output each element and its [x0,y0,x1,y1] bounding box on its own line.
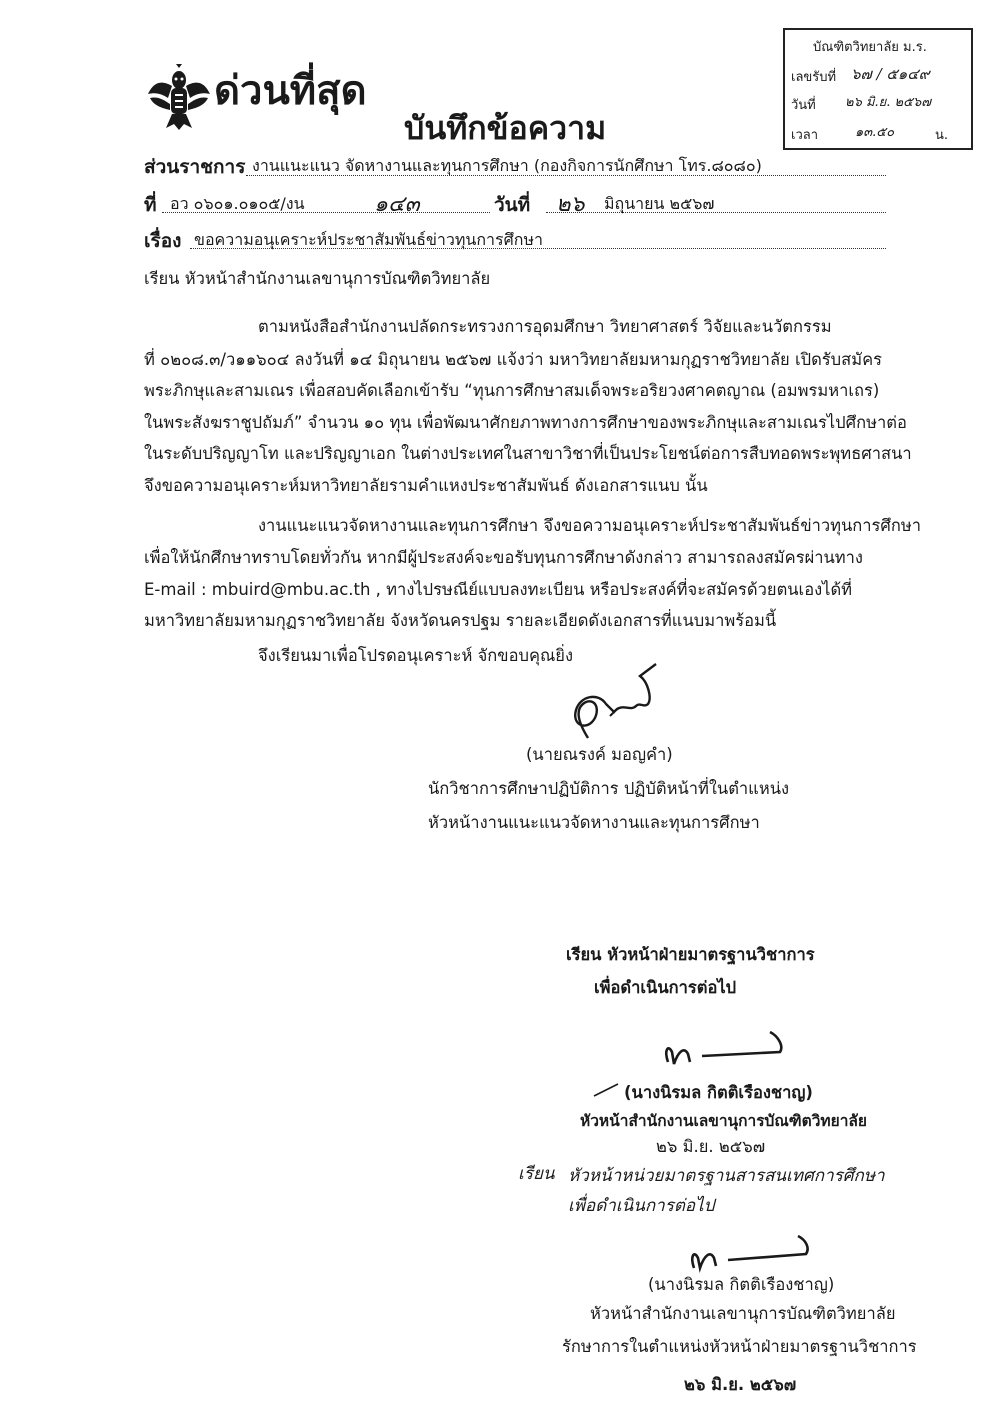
garuda-emblem-icon [148,64,210,130]
endorse2-salute: เรียน [518,1164,555,1184]
urgency-stamp: ด่วนที่สุด [214,67,367,114]
body-p2-line: เพื่อให้นักศึกษาทราบโดยทั่วกัน หากมีผู้ประสงค์จะขอรับทุนการศึกษาดังกล่าว สามารถลงสมัครผ่านทาง [144,548,863,567]
dept-value: งานแนะแนว จัดหางานและทุนการศึกษา (กองกิจการนักศึกษา โทร.๘๐๘๐) [252,156,762,175]
body-p1-line: ที่ ๐๒๐๘.๓/ว๑๑๖๐๔ ลงวันที่ ๑๔ มิถุนายน ๒๕๖๗ แจ้งว่า มหาวิทยาลัยมหามกุฏราชวิทยาลัย เปิดรับสมัคร [144,350,882,369]
stamp-date-value: ๒๖ มิ.ย. ๒๕๖๗ [845,95,931,110]
subject-value: ขอความอนุเคราะห์ประชาสัมพันธ์ข่าวทุนการศึกษา [194,230,543,249]
stamp-org: บัณฑิตวิทยาลัย ม.ร. [813,40,927,55]
stamp-time-value: ๑๓.๕๐ [855,125,895,140]
body-p1-line: จึงขอความอนุเคราะห์มหาวิทยาลัยรามคำแหงประชาสัมพันธ์ ดังเอกสารแนบ นั้น [144,476,708,495]
date-dotline [546,212,886,213]
stamp-receive-label: เลขรับที่ [791,70,837,85]
pen-stroke-mark [592,1082,622,1098]
stamp-date-label: วันที่ [791,98,816,113]
endorse2-date: ๒๖ มิ.ย. ๒๕๖๗ [684,1375,797,1394]
closing-line: จึงเรียนมาเพื่อโปรดอนุเคราะห์ จักขอบคุณยิ่ง [258,646,574,665]
page-title: บันทึกข้อความ [404,109,607,147]
subject-label: เรื่อง [144,230,182,252]
stamp-receive-no: ๖๗ / ๕๑๔๙ [851,65,930,83]
signer1-position-2: หัวหน้างานแนะแนวจัดหางานและทุนการศึกษา [428,813,760,832]
endorse2-position-1: หัวหน้าสำนักงานเลขานุการบัณฑิตวิทยาลัย [590,1304,896,1323]
receiving-stamp [783,28,973,150]
signature-2-icon [650,1022,790,1072]
signature-1-icon [548,662,668,744]
body-p2-line: งานแนะแนวจัดหางานและทุนการศึกษา จึงขอความอนุเคราะห์ประชาสัมพันธ์ข่าวทุนการศึกษา [258,516,922,535]
dept-label: ส่วนราชการ [144,156,246,178]
salutation: เรียน หัวหน้าสำนักงานเลขานุการบัณฑิตวิทยาลัย [144,269,491,288]
stamp-time-unit: น. [935,128,949,143]
body-p1-line: ตามหนังสือสำนักงานปลัดกระทรวงการอุดมศึกษา วิทยาศาสตร์ วิจัยและนวัตกรรม [258,317,832,336]
ref-value: อว ๐๖๐๑.๐๑๐๕/งน [170,194,305,213]
endorse2-line-2: เพื่อดำเนินการต่อไป [568,1196,715,1216]
endorse1-position: หัวหน้าสำนักงานเลขานุการบัณฑิตวิทยาลัย [580,1112,867,1130]
signer1-name: (นายณรงค์ มอญคำ) [526,745,673,764]
ref-number: ๑๔๓ [374,192,420,217]
endorse1-name: (นางนิรมล กิตติเรืองชาญ) [624,1083,813,1102]
date-month-year: มิถุนายน ๒๕๖๗ [604,194,715,213]
endorse2-position-2: รักษาการในตำแหน่งหัวหน้าฝ่ายมาตรฐานวิชาการ [562,1337,917,1356]
endorse2-line-1: หัวหน้าหน่วยมาตรฐานสารสนเทศการศึกษา [568,1166,885,1186]
endorse1-line-2: เพื่อดำเนินการต่อไป [594,978,737,997]
body-p1-line: ในพระสังฆราชูปถัมภ์” จำนวน ๑๐ ทุน เพื่อพัฒนาศักยภาพทางการศึกษาของพระภิกษุและสามเณรไปศึกษาต่อ [144,413,907,432]
date-label: วันที่ [494,194,531,216]
signature-3-icon [680,1230,820,1276]
body-p2-line: E-mail : mbuird@mbu.ac.th , ทางไปรษณีย์แบบลงทะเบียน หรือประสงค์ที่จะสมัครด้วยตนเองได้ที่ [144,580,853,599]
body-p2-line: มหาวิทยาลัยมหามกุฏราชวิทยาลัย จังหวัดนครปฐม รายละเอียดดังเอกสารที่แนบมาพร้อมนี้ [144,611,777,630]
endorse1-date: ๒๖ มิ.ย. ๒๕๖๗ [656,1137,766,1156]
ref-label: ที่ [144,194,157,216]
signer1-position-1: นักวิชาการศึกษาปฏิบัติการ ปฏิบัติหน้าที่ในตำแหน่ง [428,779,790,798]
stamp-time-label: เวลา [791,128,819,143]
body-p1-line: ในระดับปริญญาโท และปริญญาเอก ในต่างประเทศในสาขาวิชาที่เป็นประโยชน์ต่อการสืบทอดพระพุทธศาสนา [144,444,912,463]
body-p1-line: พระภิกษุและสามเณร เพื่อสอบคัดเลือกเข้ารับ “ทุนการศึกษาสมเด็จพระอริยวงศาคตญาณ (อมพรมหาเถร) [144,381,880,400]
endorse2-name: (นางนิรมล กิตติเรืองชาญ) [648,1275,835,1294]
endorse1-line-1: เรียน หัวหน้าฝ่ายมาตรฐานวิชาการ [566,945,815,964]
date-day: ๒๖ [556,192,585,217]
